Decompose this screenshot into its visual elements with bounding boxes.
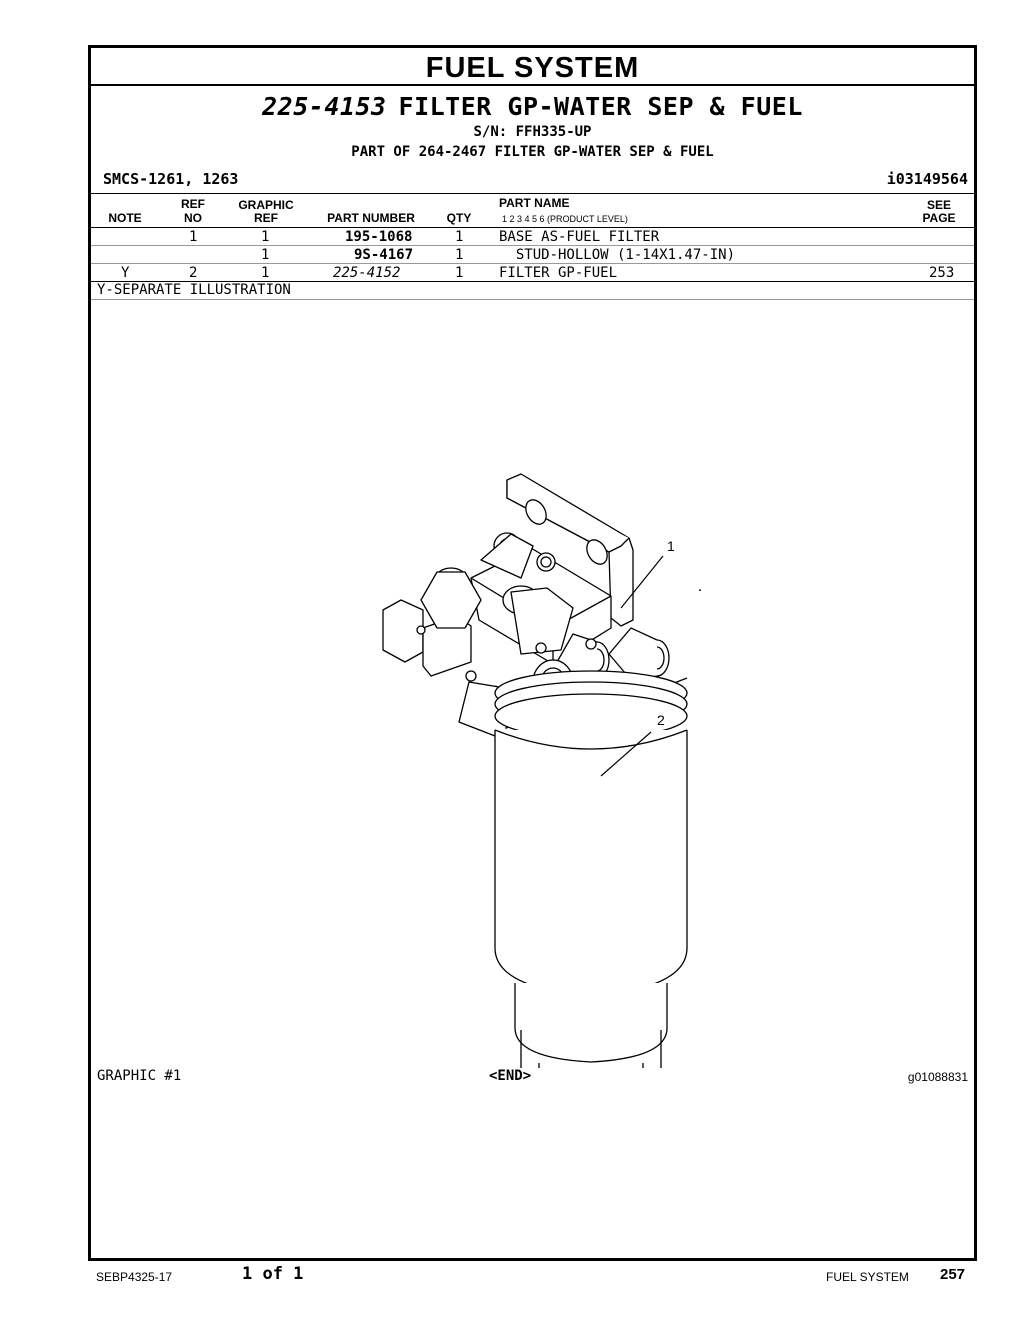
callout-2-label: 2	[657, 712, 665, 728]
header-graphic-top: GRAPHIC	[238, 198, 294, 212]
callout-layer	[91, 48, 974, 1258]
header-ref-top: REF	[181, 197, 205, 211]
graphic-label: GRAPHIC #1	[97, 1068, 182, 1084]
row-see-page[interactable]: 253	[929, 265, 955, 281]
header-part-number: PART NUMBER	[327, 211, 415, 225]
header-part-name: PART NAME	[499, 196, 570, 210]
header-see-bottom: PAGE	[922, 211, 956, 225]
row-part-name: BASE AS-FUEL FILTER	[499, 229, 660, 245]
row-qty: 1	[455, 265, 464, 281]
callout-2-leader	[601, 732, 651, 776]
header-graphic-bottom: REF	[254, 211, 278, 225]
part-of-line: PART OF 264-2467 FILTER GP-WATER SEP & FUEL	[351, 144, 714, 160]
footer-section: FUEL SYSTEM	[826, 1270, 909, 1284]
row-ref-no: 1	[189, 229, 198, 245]
header-see-top: SEE	[926, 198, 951, 212]
header-note: NOTE	[108, 211, 142, 225]
footer-page-of: 1 of 1	[242, 1264, 304, 1284]
row-part-name: STUD-HOLLOW (1-14X1.47-IN)	[499, 247, 736, 263]
row-graphic-ref: 1	[261, 229, 270, 245]
section-title: FUEL SYSTEM	[91, 48, 974, 86]
graphic-id: g01088831	[907, 1070, 968, 1084]
row-part-number[interactable]: 9S-4167	[354, 247, 414, 263]
header-ref-bottom: NO	[184, 211, 202, 225]
serial-number: S/N: FFH335-UP	[473, 124, 592, 140]
note-text: Y-SEPARATE ILLUSTRATION	[97, 282, 291, 298]
row-ref-no: 2	[189, 265, 198, 281]
end-marker: <END>	[489, 1068, 532, 1084]
footer-doc-id: SEBP4325-17	[96, 1270, 173, 1284]
footer-page-number: 257	[940, 1266, 966, 1283]
header-product-level: 1 2 3 4 5 6 (PRODUCT LEVEL)	[502, 214, 628, 224]
row-qty: 1	[455, 229, 464, 245]
row-graphic-ref: 1	[261, 247, 270, 263]
row-graphic-ref: 1	[261, 265, 270, 281]
row-qty: 1	[455, 247, 464, 263]
row-part-number[interactable]: 225-4152	[333, 265, 401, 281]
row-note: Y	[121, 265, 130, 281]
page-frame	[88, 45, 977, 1261]
info-reference: i03149564	[886, 170, 968, 188]
row-part-number[interactable]: 195-1068	[345, 229, 413, 245]
smcs-code: SMCS-1261, 1263	[103, 170, 239, 188]
header-qty: QTY	[446, 211, 472, 225]
group-name: FILTER GP-WATER SEP & FUEL	[398, 92, 803, 121]
group-number[interactable]: 225-4153	[262, 92, 387, 121]
row-part-name: FILTER GP-FUEL	[499, 265, 618, 281]
callout-1-leader	[621, 556, 663, 608]
callout-1-label: 1	[667, 538, 675, 554]
